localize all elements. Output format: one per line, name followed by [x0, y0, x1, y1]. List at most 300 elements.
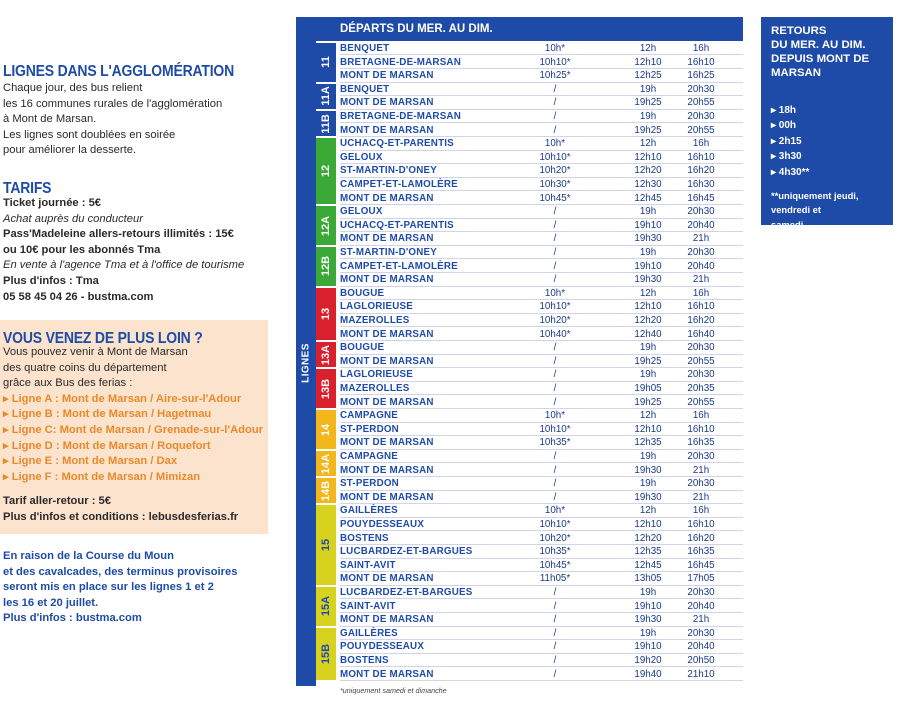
- departure-2: 19h: [639, 83, 657, 95]
- table-row: [340, 477, 743, 490]
- stop-name: BOSTENS: [340, 532, 389, 544]
- departure-3: 16h10: [687, 301, 715, 313]
- departure-2: 19h: [639, 451, 657, 462]
- table-row: [340, 640, 743, 653]
- departure-2: 12h: [639, 138, 657, 150]
- line-badge-14b: [316, 478, 336, 503]
- notice-line: et des cavalcades, des terminus provisoires: [3, 565, 238, 578]
- departure-2: 19h30: [634, 464, 662, 476]
- departure-2: 19h10: [634, 219, 662, 231]
- departure-2: 19h20: [634, 655, 662, 666]
- line-badge-11b: [316, 111, 336, 136]
- agglomeration-line: les 16 communes rurales de l'agglomération: [3, 97, 223, 110]
- departure-3: 20h40: [687, 641, 715, 653]
- departure-3: 16h10: [687, 423, 715, 435]
- departure-3: 20h30: [687, 369, 715, 381]
- line-badge-13: [316, 288, 336, 340]
- table-row: [340, 232, 743, 245]
- departure-3: 20h30: [687, 451, 715, 462]
- stop-name: MONT DE MARSAN: [340, 274, 434, 286]
- departure-3: 16h20: [687, 165, 715, 177]
- departure-3: 16h30: [687, 179, 715, 190]
- stop-name: UCHACQ-ET-PARENTIS: [340, 138, 454, 150]
- departure-3: 21h: [692, 233, 710, 245]
- departure-2: 12h30: [634, 179, 662, 190]
- ferias-line: ▸ Ligne E : Mont de Marsan / Dax: [3, 455, 178, 468]
- departure-1: 11h05*: [539, 573, 571, 585]
- departure-3: 16h: [692, 287, 710, 299]
- table-row: [340, 328, 743, 341]
- departure-1: 10h10*: [539, 301, 571, 313]
- departure-3: 16h20: [687, 532, 715, 544]
- departure-3: 20h40: [687, 260, 715, 272]
- table-row: [340, 355, 743, 368]
- ferias-line: ▸ Ligne F : Mont de Marsan / Mimizan: [3, 470, 201, 483]
- table-row: [340, 205, 743, 218]
- agglomeration-line: Chaque jour, des bus relient: [3, 82, 143, 94]
- departure-2: 12h25: [634, 70, 662, 82]
- departure-3: 20h30: [687, 587, 715, 598]
- stop-name: BRETAGNE-DE-MARSAN: [340, 56, 461, 68]
- retours-title-line: MARSAN: [771, 67, 821, 79]
- line-number: 14B: [320, 480, 332, 501]
- stop-name: MONT DE MARSAN: [340, 491, 434, 503]
- line-badge-15b: [316, 628, 336, 680]
- line-number: 13B: [320, 378, 332, 399]
- line-badge-13a: [316, 342, 336, 367]
- stop-name: BENQUET: [340, 43, 390, 54]
- departure-3: 21h: [692, 491, 710, 503]
- line-badge-12: [316, 138, 336, 204]
- departure-3: 20h30: [687, 206, 715, 218]
- departure-2: 19h: [639, 478, 657, 490]
- retours-note: [771, 189, 859, 232]
- stop-name: POUYDESSEAUX: [340, 519, 425, 530]
- departure-1: /: [553, 491, 557, 503]
- stop-name: MAZEROLLES: [340, 315, 410, 326]
- line-number: 15B: [320, 643, 332, 665]
- departure-1: /: [553, 219, 557, 231]
- departure-1: /: [553, 355, 557, 367]
- plus-loin-line: des quatre coins du département: [3, 361, 167, 374]
- table-row: [340, 260, 743, 273]
- departure-2: 12h20: [634, 532, 662, 544]
- tarif-pass: Pass'Madeleine allers-retours illimités : 15€: [3, 228, 234, 241]
- stop-name: MONT DE MARSAN: [340, 355, 434, 367]
- table-row: [340, 314, 743, 327]
- departure-3: 16h: [692, 410, 710, 422]
- departure-2: 19h: [639, 587, 657, 598]
- line-badge-11: [316, 43, 336, 82]
- retours-time: ▸ 3h30: [771, 151, 802, 163]
- retours-title-line: RETOURS: [771, 25, 827, 37]
- timetable-header: DÉPARTS DU MER. AU DIM.: [316, 17, 743, 41]
- departure-1: /: [553, 206, 557, 218]
- stop-name: BOUGUE: [340, 342, 385, 354]
- ferias-infos: Plus d'infos et conditions : lebusdesferias.fr: [3, 510, 239, 523]
- table-row: [340, 110, 743, 123]
- table-row: [340, 572, 743, 585]
- stop-name: MONT DE MARSAN: [340, 124, 434, 136]
- table-row: [340, 368, 743, 381]
- departure-2: 19h25: [634, 355, 662, 367]
- table-row: [340, 627, 743, 640]
- table-row: [340, 151, 743, 164]
- table-row: [340, 423, 743, 436]
- table-row: [340, 654, 743, 667]
- ferias-line: ▸ Ligne D : Mont de Marsan / Roquefort: [3, 439, 211, 452]
- plus-loin-text: [3, 345, 263, 526]
- tarif-achat: Achat auprès du conducteur: [3, 212, 143, 225]
- departure-2: 19h30: [634, 233, 662, 245]
- departure-3: 20h40: [687, 600, 715, 612]
- table-row: [340, 518, 743, 531]
- ferias-lines: [3, 392, 263, 486]
- retours-time: ▸ 2h15: [771, 135, 802, 147]
- stop-name: GELOUX: [340, 206, 383, 218]
- departure-1: 10h*: [544, 43, 566, 54]
- lines-sidebar: [296, 17, 316, 686]
- notice-line: En raison de la Course du Moun: [3, 550, 174, 562]
- departure-1: /: [553, 83, 557, 95]
- departure-2: 19h: [639, 342, 657, 354]
- departure-1: 10h10*: [539, 56, 571, 68]
- departure-2: 19h25: [634, 396, 662, 408]
- retours-times: [771, 103, 809, 180]
- departure-1: /: [553, 641, 557, 653]
- line-number: 12A: [320, 215, 332, 236]
- line-badge-13b: [316, 369, 336, 408]
- table-row: [340, 124, 743, 137]
- departure-2: 12h: [639, 287, 657, 299]
- departure-2: 12h10: [634, 423, 662, 435]
- departure-1: /: [553, 464, 557, 476]
- table-row: [340, 341, 743, 354]
- plus-loin-line: Vous pouvez venir à Mont de Marsan: [3, 346, 188, 358]
- departure-1: /: [553, 600, 557, 612]
- departure-3: 21h: [692, 464, 710, 476]
- departure-3: 16h25: [687, 70, 715, 82]
- line-number: 11: [320, 56, 332, 69]
- table-row: [340, 178, 743, 191]
- departure-2: 19h: [639, 206, 657, 218]
- ferias-line: ▸ Ligne A : Mont de Marsan / Aire-sur-l'Adour: [3, 392, 242, 405]
- table-row: [340, 464, 743, 477]
- stop-name: LUCBARDEZ-ET-BARGUES: [340, 587, 473, 598]
- departure-1: /: [553, 383, 557, 394]
- line-number: 12B: [320, 256, 332, 277]
- departure-3: 16h40: [687, 328, 715, 340]
- line-badge-14: [316, 410, 336, 449]
- table-row: [340, 83, 743, 96]
- table-row: [340, 56, 743, 69]
- departure-2: 19h: [639, 111, 657, 122]
- departure-1: 10h10*: [539, 519, 571, 530]
- departure-1: 10h45*: [539, 192, 571, 204]
- table-row: [340, 137, 743, 150]
- line-number: 13: [320, 307, 332, 321]
- retours-title-line: DEPUIS MONT DE: [771, 53, 870, 65]
- departure-2: 19h: [639, 369, 657, 381]
- stop-name: GAILLÈRES: [340, 627, 398, 639]
- tarifs-text: [3, 196, 244, 305]
- departure-3: 20h30: [687, 247, 715, 258]
- departure-2: 19h25: [634, 124, 662, 136]
- stop-name: LUCBARDEZ-ET-BARGUES: [340, 546, 473, 558]
- ferias-tarif: Tarif aller-retour : 5€: [3, 495, 111, 508]
- line-number: 14: [320, 423, 332, 436]
- departure-3: 16h45: [687, 559, 715, 571]
- departure-1: 10h10*: [539, 151, 571, 163]
- departure-3: 20h35: [687, 383, 715, 394]
- stop-name: GELOUX: [340, 151, 383, 163]
- departure-2: 12h45: [634, 192, 662, 204]
- plus-loin-intro: [3, 345, 263, 392]
- tarif-infos: Plus d'infos : Tma: [3, 274, 99, 287]
- departure-1: /: [553, 668, 557, 680]
- departure-3: 20h30: [687, 342, 715, 354]
- stop-name: ST-MARTIN-D'ONEY: [340, 165, 437, 177]
- ferias-line: ▸ Ligne B : Mont de Marsan / Hagetmau: [3, 408, 212, 421]
- table-row: [340, 436, 743, 449]
- table-row: [340, 96, 743, 109]
- departure-1: 10h35*: [539, 546, 571, 558]
- table-row: [340, 300, 743, 313]
- stop-name: MONT DE MARSAN: [340, 464, 434, 476]
- retours-note-line: samedi: [771, 218, 804, 230]
- departure-3: 16h10: [687, 56, 715, 68]
- table-row: [340, 586, 743, 599]
- departure-1: 10h30*: [539, 179, 571, 190]
- departure-2: 12h35: [634, 546, 662, 558]
- table-row: [340, 504, 743, 517]
- table-row: [340, 600, 743, 613]
- departure-3: 20h55: [687, 396, 715, 408]
- footnote: *uniquement samedi et dimanche: [340, 686, 447, 695]
- departure-3: 20h50: [687, 655, 715, 666]
- line-number: 14A: [320, 453, 332, 474]
- stop-name: MONT DE MARSAN: [340, 192, 434, 204]
- stop-name: MONT DE MARSAN: [340, 668, 434, 680]
- stop-name: CAMPAGNE: [340, 451, 399, 462]
- departure-1: 10h10*: [539, 423, 571, 435]
- departure-1: /: [553, 614, 557, 626]
- line-badge-12a: [316, 206, 336, 245]
- departure-2: 12h: [639, 505, 657, 517]
- departure-1: 10h*: [544, 138, 566, 150]
- departure-2: 19h10: [634, 600, 662, 612]
- stop-name: POUYDESSEAUX: [340, 641, 425, 653]
- departure-2: 12h10: [634, 519, 662, 530]
- departure-1: /: [553, 369, 557, 381]
- departure-2: 19h10: [634, 641, 662, 653]
- table-row: [340, 69, 743, 82]
- line-number: 12: [320, 165, 332, 178]
- departure-1: 10h20*: [539, 165, 571, 177]
- departure-3: 16h: [692, 43, 710, 54]
- departure-1: /: [553, 342, 557, 354]
- departure-1: /: [553, 587, 557, 598]
- section-title-plus-loin: VOUS VENEZ DE PLUS LOIN ?: [3, 328, 203, 347]
- stop-name: MONT DE MARSAN: [340, 396, 434, 408]
- departure-2: 12h40: [634, 328, 662, 340]
- plus-loin-line: grâce aux Bus des ferias :: [3, 377, 133, 390]
- departure-2: 19h30: [634, 274, 662, 286]
- departure-1: 10h*: [544, 505, 566, 517]
- stop-name: MONT DE MARSAN: [340, 97, 434, 109]
- line-number: 15A: [320, 596, 332, 617]
- departure-3: 20h55: [687, 355, 715, 367]
- section-title-tarifs: TARIFS: [3, 178, 52, 197]
- agglomeration-line: à Mont de Marsan.: [3, 113, 97, 126]
- departure-1: /: [553, 97, 557, 109]
- departure-3: 16h: [692, 138, 710, 150]
- departure-1: 10h40*: [539, 328, 571, 340]
- departure-2: 12h20: [634, 165, 662, 177]
- departure-1: /: [553, 451, 557, 462]
- departure-2: 12h10: [634, 151, 662, 163]
- tarif-pass-abonnes: ou 10€ pour les abonnés Tma: [3, 243, 161, 256]
- retours-box: [761, 17, 893, 230]
- departure-1: /: [553, 478, 557, 490]
- retours-note-line: **uniquement jeudi,: [771, 190, 859, 201]
- table-row: [340, 246, 743, 259]
- table-row: [340, 396, 743, 409]
- departure-3: 16h35: [687, 546, 715, 558]
- table-row: [340, 532, 743, 545]
- departure-1: /: [553, 260, 557, 272]
- stop-name: MAZEROLLES: [340, 383, 410, 394]
- table-row: [340, 192, 743, 205]
- section-title-agglomeration: LIGNES DANS L'AGGLOMÉRATION: [3, 61, 235, 80]
- tarif-vente: En vente à l'agence Tma et à l'office de tourisme: [3, 259, 245, 272]
- agglomeration-line: pour améliorer la desserte.: [3, 144, 137, 157]
- departure-2: 12h10: [634, 56, 662, 68]
- departure-2: 12h10: [634, 301, 662, 313]
- departure-1: /: [553, 111, 557, 122]
- line-badge-14a: [316, 451, 336, 476]
- stop-name: LAGLORIEUSE: [340, 369, 413, 381]
- table-row: [340, 164, 743, 177]
- departure-1: /: [553, 233, 557, 245]
- retours-title-line: DU MER. AU DIM.: [771, 39, 866, 51]
- stop-name: CAMPAGNE: [340, 410, 399, 422]
- stop-name: BRETAGNE-DE-MARSAN: [340, 111, 461, 122]
- lignes-label: LIGNES: [300, 343, 312, 383]
- departure-3: 20h30: [687, 627, 715, 639]
- departure-1: 10h35*: [539, 437, 571, 449]
- departure-3: 16h45: [687, 192, 715, 204]
- departure-3: 20h30: [687, 83, 715, 95]
- notice-line: seront mis en place sur les lignes 1 et 2: [3, 581, 214, 594]
- table-row: [340, 42, 743, 55]
- departure-2: 19h30: [634, 614, 662, 626]
- table-row: [340, 273, 743, 286]
- ferias-line: ▸ Ligne C: Mont de Marsan / Grenade-sur-l'Adour: [3, 423, 264, 436]
- stop-name: MONT DE MARSAN: [340, 614, 434, 626]
- agglomeration-text: [3, 81, 222, 159]
- line-number: 11B: [320, 113, 332, 134]
- departure-2: 19h: [639, 627, 657, 639]
- departure-1: /: [553, 627, 557, 639]
- departure-1: /: [553, 655, 557, 666]
- agglomeration-line: Les lignes sont doublées en soirée: [3, 128, 176, 141]
- departure-2: 19h10: [634, 260, 662, 272]
- departure-1: /: [553, 396, 557, 408]
- stop-name: MONT DE MARSAN: [340, 437, 434, 449]
- notice-line: les 16 et 20 juillet.: [3, 596, 99, 609]
- table-row: [340, 382, 743, 395]
- departure-3: 21h10: [687, 668, 715, 680]
- line-badge-15a: [316, 587, 336, 626]
- stop-name: BENQUET: [340, 83, 390, 95]
- table-row: [340, 409, 743, 422]
- table-row: [340, 559, 743, 572]
- departure-3: 16h: [692, 505, 710, 517]
- stop-name: BOSTENS: [340, 655, 389, 666]
- departure-3: 16h35: [687, 437, 715, 449]
- tarif-ticket: Ticket journée : 5€: [3, 197, 102, 209]
- stop-name: MONT DE MARSAN: [340, 70, 434, 82]
- retours-time: ▸ 18h: [771, 105, 797, 116]
- stop-name: ST-PERDON: [340, 478, 399, 490]
- line-number: 13A: [320, 344, 332, 365]
- retours-time: ▸ 00h: [771, 120, 797, 132]
- stop-name: GAILLÈRES: [340, 505, 398, 517]
- departure-1: /: [553, 247, 557, 258]
- departure-1: /: [553, 274, 557, 286]
- stop-name: BOUGUE: [340, 287, 385, 299]
- departure-3: 20h40: [687, 219, 715, 231]
- line-badge-12b: [316, 247, 336, 286]
- stop-name: MONT DE MARSAN: [340, 573, 434, 585]
- stop-name: MONT DE MARSAN: [340, 328, 434, 340]
- table-row: [340, 613, 743, 626]
- table-row: [340, 287, 743, 300]
- stop-name: LAGLORIEUSE: [340, 301, 413, 313]
- departure-3: 16h20: [687, 315, 715, 326]
- departure-1: 10h45*: [539, 559, 571, 571]
- stop-name: ST-PERDON: [340, 423, 399, 435]
- departure-3: 21h: [692, 614, 710, 626]
- departure-2: 12h45: [634, 559, 662, 571]
- departure-2: 12h20: [634, 315, 662, 326]
- departure-2: 19h05: [634, 383, 662, 394]
- stop-name: ST-MARTIN-D'ONEY: [340, 247, 437, 258]
- line-number: 15: [320, 539, 332, 552]
- notice-text: [3, 549, 237, 627]
- departure-1: /: [553, 124, 557, 136]
- stop-name: SAINT-AVIT: [340, 600, 396, 612]
- departure-3: 16h10: [687, 151, 715, 163]
- departure-2: 19h25: [634, 97, 662, 109]
- departure-2: 13h05: [634, 573, 662, 585]
- stop-name: SAINT-AVIT: [340, 559, 396, 571]
- departure-2: 12h: [639, 43, 657, 54]
- departure-1: 10h*: [544, 410, 566, 422]
- notice-line: Plus d'infos : bustma.com: [3, 612, 142, 625]
- stop-name: MONT DE MARSAN: [340, 233, 434, 245]
- departure-2: 19h: [639, 247, 657, 258]
- table-row: [340, 545, 743, 558]
- departure-2: 19h40: [634, 668, 662, 680]
- line-badge-11a: [316, 84, 336, 109]
- departure-2: 12h35: [634, 437, 662, 449]
- departure-2: 12h: [639, 410, 657, 422]
- departure-3: 16h10: [687, 519, 715, 530]
- departure-1: 10h20*: [539, 532, 571, 544]
- departure-1: 10h20*: [539, 315, 571, 326]
